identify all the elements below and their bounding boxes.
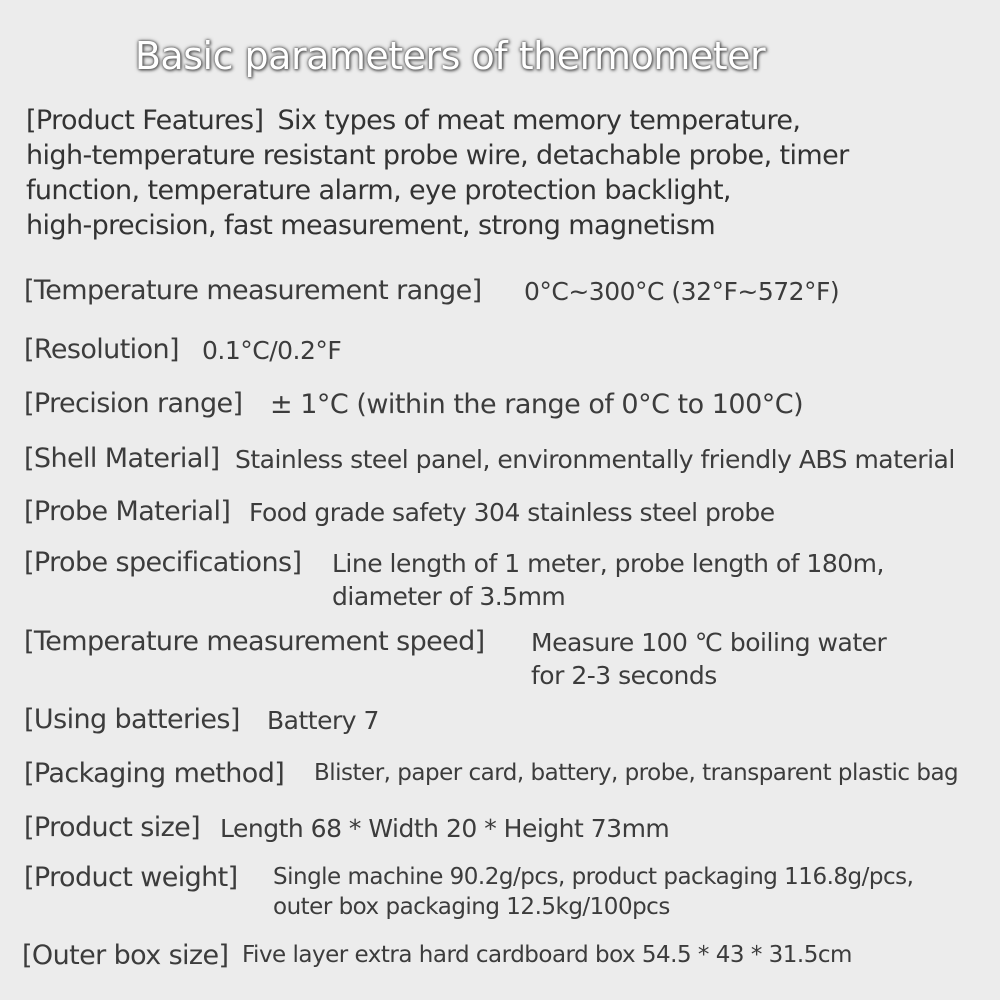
page-title: Basic parameters of thermometer <box>134 34 766 78</box>
param-label: [Packaging method] <box>24 758 285 789</box>
param-value <box>332 547 884 613</box>
param-value: ± 1°C (within the range of 0°C to 100°C) <box>270 389 804 420</box>
param-value-line: Single machine 90.2g/pcs, product packaging 116.8g/pcs, <box>273 864 914 890</box>
param-label: [Using batteries] <box>24 704 240 735</box>
param-label: [Temperature measurement speed] <box>24 626 485 657</box>
param-label: [Product weight] <box>24 862 238 893</box>
param-label: [Temperature measurement range] <box>24 275 482 306</box>
param-label: [Precision range] <box>24 388 243 419</box>
features-line: Six types of meat memory temperature, <box>277 105 801 136</box>
features-line: high-precision, fast measurement, strong magnetism <box>26 210 716 241</box>
features-line: high-temperature resistant probe wire, detachable probe, timer <box>26 140 849 171</box>
param-value: Battery 7 <box>267 706 379 735</box>
param-value: 0°C~300°C (32°F~572°F) <box>524 277 840 306</box>
param-value <box>531 626 886 692</box>
param-value <box>273 862 913 922</box>
param-value: Food grade safety 304 stainless steel probe <box>249 498 775 527</box>
product-features <box>26 103 849 243</box>
features-label: [Product Features] <box>26 105 264 136</box>
param-label: [Probe specifications] <box>24 547 302 578</box>
param-label: [Probe Material] <box>24 496 231 527</box>
param-value: Five layer extra hard cardboard box 54.5 * 43 * 31.5cm <box>242 942 852 968</box>
param-value-line: Line length of 1 meter, probe length of 180m, <box>332 549 884 578</box>
param-label: [Outer box size] <box>22 940 229 971</box>
param-value-line: outer box packaging 12.5kg/100pcs <box>273 894 670 920</box>
param-value: Stainless steel panel, environmentally friendly ABS material <box>235 445 955 474</box>
param-label: [Resolution] <box>24 334 179 365</box>
features-line: function, temperature alarm, eye protection backlight, <box>26 175 731 206</box>
param-label: [Shell Material] <box>24 443 220 474</box>
param-value: Blister, paper card, battery, probe, transparent plastic bag <box>314 760 959 786</box>
param-value-line: for 2-3 seconds <box>531 661 717 690</box>
param-value: Length 68 * Width 20 * Height 73mm <box>220 814 670 843</box>
param-label: [Product size] <box>24 812 201 843</box>
param-value-line: Measure 100 ℃ boiling water <box>531 628 887 657</box>
param-value-line: diameter of 3.5mm <box>332 582 566 611</box>
param-value: 0.1°C/0.2°F <box>202 336 342 365</box>
